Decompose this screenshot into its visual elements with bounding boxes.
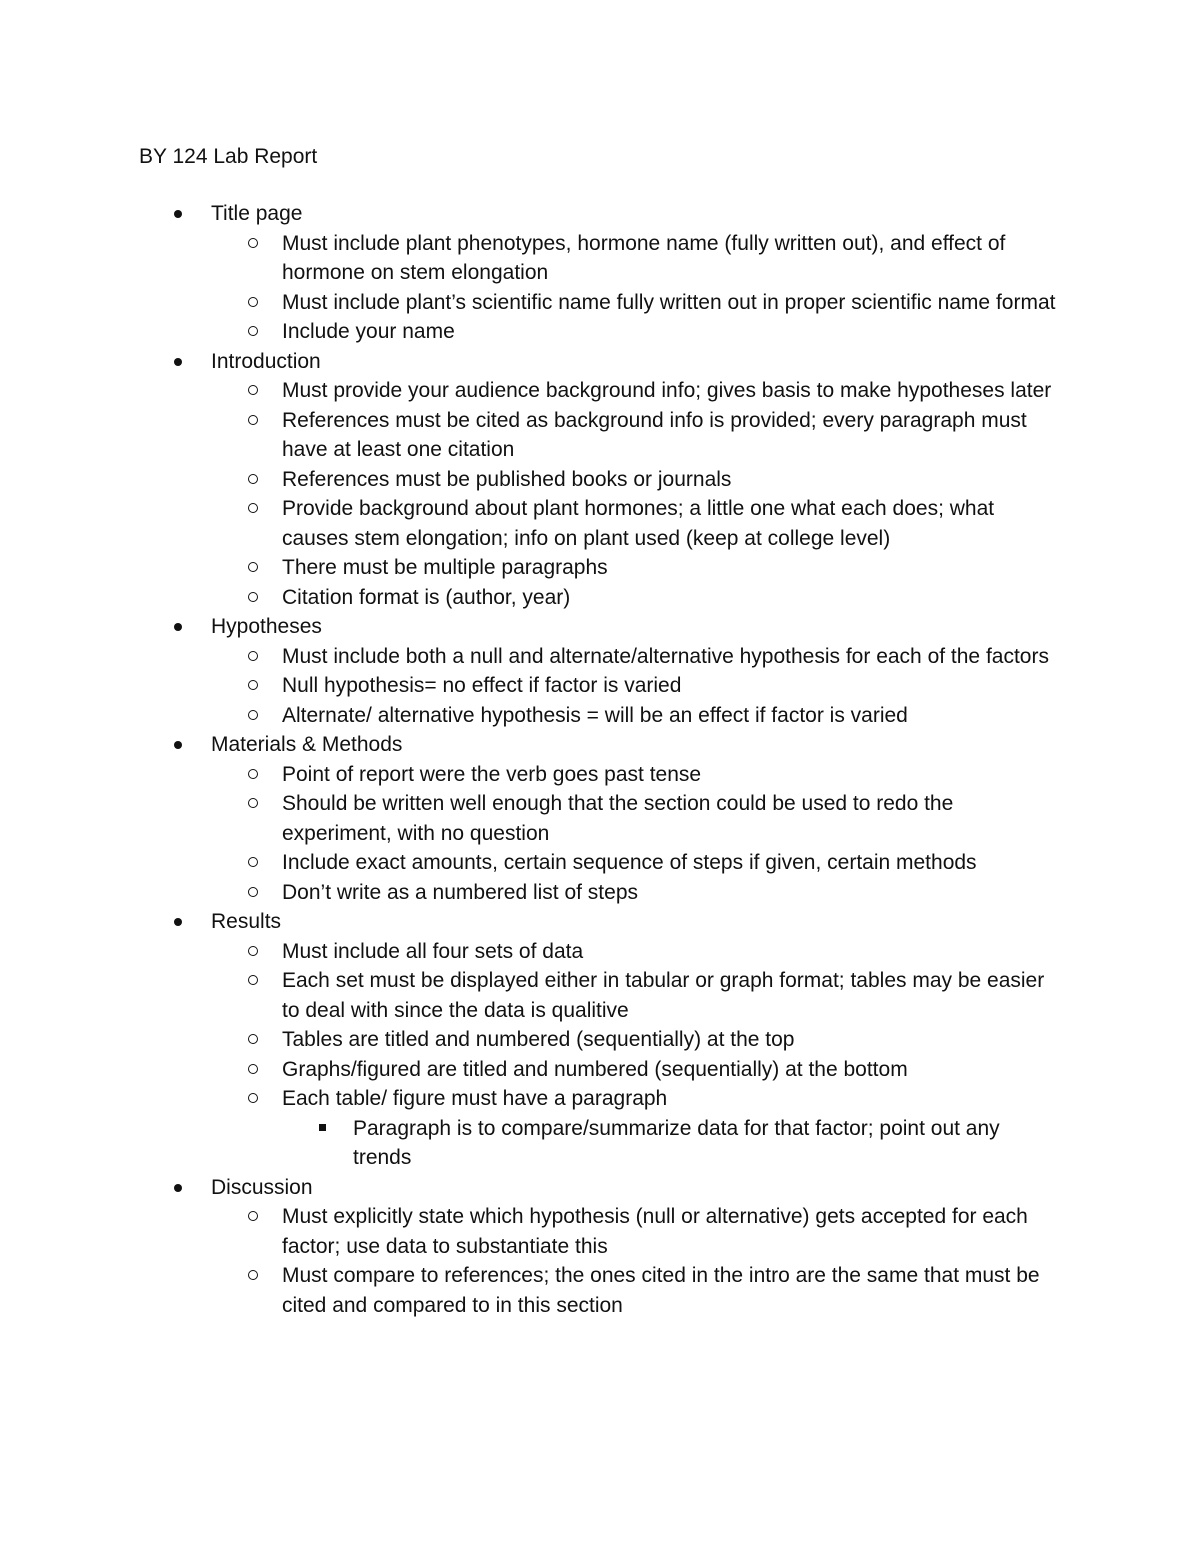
filled-circle-bullet-icon: [174, 741, 182, 749]
list-item-text: Null hypothesis= no effect if factor is varied: [282, 674, 682, 697]
hollow-circle-bullet-icon: [248, 710, 258, 720]
hollow-circle-bullet-icon: [248, 415, 258, 425]
list-item-text: Citation format is (author, year): [282, 585, 571, 609]
section-heading-text: Results: [211, 910, 282, 933]
section-results: [0, 907, 1200, 1173]
hollow-circle-bullet-icon: [248, 592, 258, 602]
hollow-circle-bullet-icon: [248, 503, 258, 513]
section-heading: [0, 730, 1200, 760]
list-item: [0, 789, 1062, 848]
list-item-text: Graphs/figured are titled and numbered (sequentially) at the bottom: [282, 1057, 908, 1081]
list-item-text: Must include all four sets of data: [282, 939, 584, 963]
hollow-circle-bullet-icon: [248, 297, 258, 307]
section-heading-text: Title page: [211, 202, 303, 225]
hollow-circle-bullet-icon: [248, 238, 258, 248]
hollow-circle-bullet-icon: [248, 680, 258, 690]
list-item: [0, 553, 1062, 583]
list-item: [0, 494, 1062, 553]
list-item: [0, 1025, 1062, 1055]
list-item: [0, 760, 1062, 790]
list-item: [0, 1055, 1062, 1085]
section-heading: [0, 1173, 1200, 1203]
document-outline: [0, 199, 1200, 1320]
hollow-circle-bullet-icon: [248, 1064, 258, 1074]
section-heading-text: Introduction: [211, 349, 321, 373]
section-heading: [0, 907, 1200, 937]
section-heading-text: Hypotheses: [211, 615, 322, 638]
document-title: BY 124 Lab Report: [139, 145, 318, 168]
list-item-text: Provide background about plant hormones; a little one what each does; what causes stem elongation; info on plant used (keep at college level): [282, 497, 995, 550]
list-item-text: References must be cited as background info is provided; every paragraph must have at least one citation: [282, 408, 1027, 461]
section-hypotheses: [0, 612, 1200, 730]
section-heading: [0, 199, 1200, 229]
section-title-page: [0, 199, 1200, 347]
list-item-text: Tables are titled and numbered (sequentially) at the top: [282, 1028, 795, 1051]
list-item-text: Must explicitly state which hypothesis (null or alternative) gets accepted for each factor; use data to substantiate this: [282, 1205, 1028, 1258]
list-item-text: Each set must be displayed either in tabular or graph format; tables may be easier to deal with since the data is qualitive: [282, 969, 1045, 1022]
filled-circle-bullet-icon: [174, 210, 182, 218]
hollow-circle-bullet-icon: [248, 975, 258, 985]
hollow-circle-bullet-icon: [248, 1093, 258, 1103]
list-item-text: Must include both a null and alternate/alternative hypothesis for each of the factors: [282, 644, 1049, 668]
list-item: [0, 376, 1062, 406]
hollow-circle-bullet-icon: [248, 385, 258, 395]
list-item-text: Point of report were the verb goes past tense: [282, 762, 702, 786]
filled-circle-bullet-icon: [174, 918, 182, 926]
section-heading: [0, 612, 1200, 642]
hollow-circle-bullet-icon: [248, 769, 258, 779]
section-heading-text: Materials & Methods: [211, 733, 403, 756]
list-item-text: Must provide your audience background info; gives basis to make hypotheses later: [282, 379, 1052, 402]
list-item: [0, 671, 1062, 701]
sub-list-item-text: Paragraph is to compare/summarize data for that factor; point out any trends: [353, 1116, 1000, 1169]
hollow-circle-bullet-icon: [248, 474, 258, 484]
hollow-circle-bullet-icon: [248, 857, 258, 867]
list-item-text: Include your name: [282, 320, 455, 343]
filled-circle-bullet-icon: [174, 358, 182, 366]
list-item: [0, 229, 1062, 288]
list-item-text: Must include plant phenotypes, hormone name (fully written out), and effect of hormone on stem elongation: [282, 231, 1006, 284]
section-heading-text: Discussion: [211, 1175, 313, 1199]
section-introduction: [0, 347, 1200, 613]
list-item-text: References must be published books or journals: [282, 467, 732, 491]
section-discussion: [0, 1173, 1200, 1321]
hollow-circle-bullet-icon: [248, 798, 258, 808]
hollow-circle-bullet-icon: [248, 1034, 258, 1044]
hollow-circle-bullet-icon: [248, 1211, 258, 1221]
list-item: [0, 878, 1062, 908]
list-item-text: Alternate/ alternative hypothesis = will be an effect if factor is varied: [282, 703, 908, 727]
list-item: [0, 1261, 1062, 1320]
hollow-circle-bullet-icon: [248, 326, 258, 336]
list-item-text: Must compare to references; the ones cited in the intro are the same that must be cited and compared to in this section: [282, 1264, 1040, 1317]
list-item-text: Include exact amounts, certain sequence of steps if given, certain methods: [282, 851, 977, 874]
list-item: [0, 848, 1062, 878]
list-item-text: Don’t write as a numbered list of steps: [282, 880, 638, 904]
hollow-circle-bullet-icon: [248, 887, 258, 897]
section-materials-methods: [0, 730, 1200, 907]
filled-circle-bullet-icon: [174, 1184, 182, 1192]
square-bullet-icon: [319, 1124, 326, 1131]
list-item: [0, 701, 1062, 731]
hollow-circle-bullet-icon: [248, 1270, 258, 1280]
list-item: [0, 288, 1062, 318]
list-item: [0, 317, 1062, 347]
list-item: [0, 966, 1062, 1025]
list-item-text: Must include plant’s scientific name fully written out in proper scientific name format: [282, 290, 1056, 314]
list-item: [0, 642, 1062, 672]
list-item: [0, 1202, 1062, 1261]
list-item: [0, 1084, 1062, 1114]
list-item: [0, 465, 1062, 495]
list-item-text: Each table/ figure must have a paragraph: [282, 1087, 668, 1110]
hollow-circle-bullet-icon: [248, 562, 258, 572]
list-item-text: Should be written well enough that the section could be used to redo the experiment, with no question: [282, 792, 954, 845]
sub-list-item: [0, 1114, 1043, 1173]
list-item: [0, 583, 1062, 613]
list-item: [0, 937, 1062, 967]
hollow-circle-bullet-icon: [248, 946, 258, 956]
list-item: [0, 406, 1062, 465]
section-heading: [0, 347, 1200, 377]
filled-circle-bullet-icon: [174, 623, 182, 631]
list-item-text: There must be multiple paragraphs: [282, 556, 608, 579]
hollow-circle-bullet-icon: [248, 651, 258, 661]
